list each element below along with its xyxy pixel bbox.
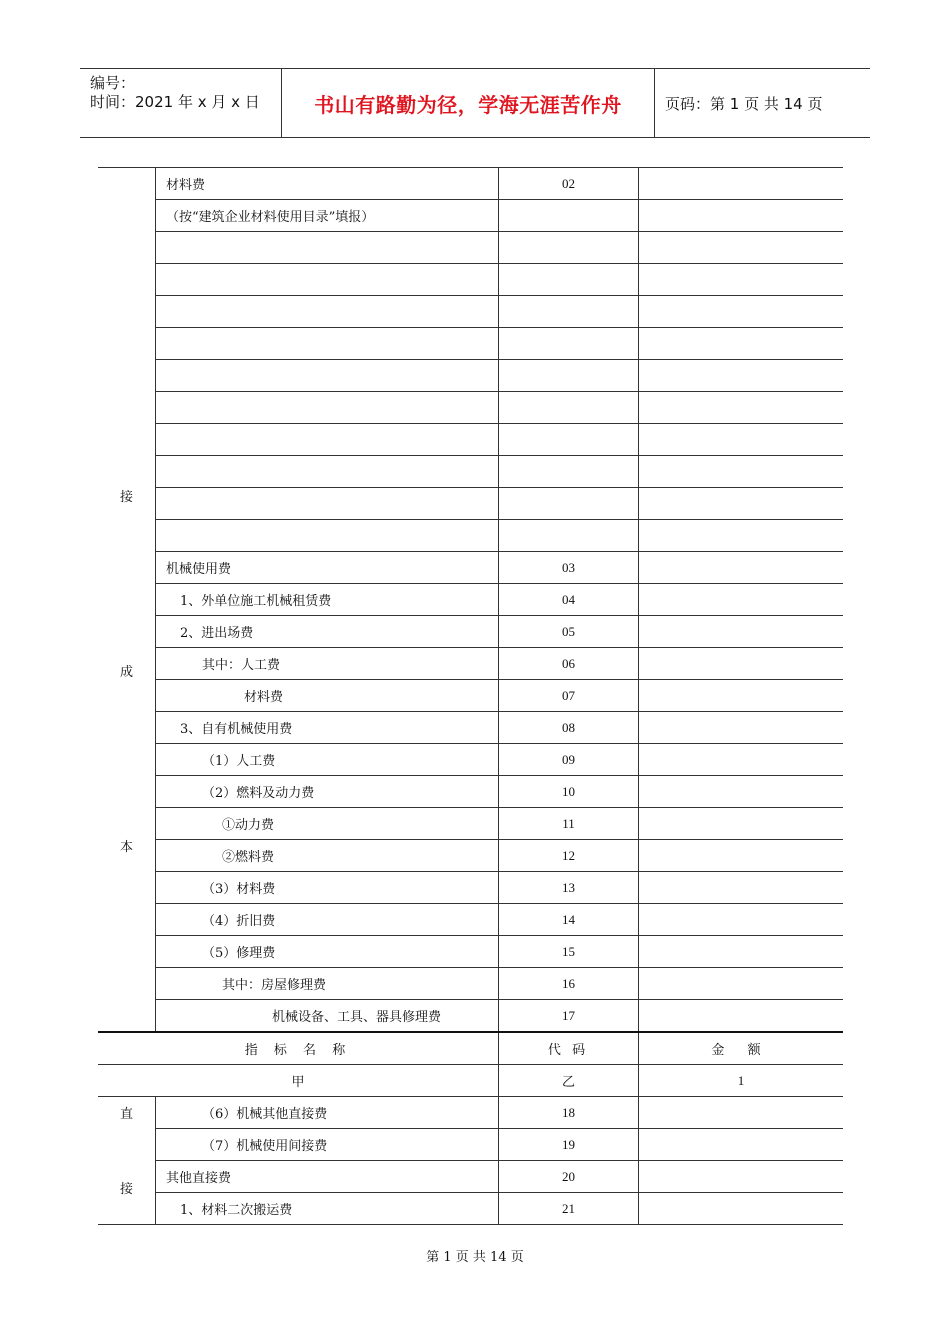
row-amount-cell[interactable]: [639, 904, 844, 936]
side-label-ben: 本: [119, 840, 133, 855]
row-name: ①动力费: [222, 818, 275, 833]
row-code: 02: [499, 168, 639, 200]
row-amount-cell[interactable]: [639, 488, 844, 520]
table-row: [98, 712, 843, 744]
row-amount-cell[interactable]: [639, 200, 844, 232]
table-row: [98, 904, 843, 936]
row-name: 1、材料二次搬运费: [180, 1203, 293, 1218]
row-name[interactable]: [156, 264, 499, 296]
row-amount-cell[interactable]: [639, 712, 844, 744]
document-time-label: 时间：2021 年 x 月 x 日: [90, 93, 260, 111]
row-amount-cell[interactable]: [639, 968, 844, 1000]
row-amount-cell[interactable]: [639, 232, 844, 264]
table-row: [98, 296, 843, 328]
column-header-row: [98, 1032, 843, 1065]
row-amount-cell[interactable]: [639, 456, 844, 488]
row-code: [499, 360, 639, 392]
row-code: 14: [499, 904, 639, 936]
row-amount-cell[interactable]: [639, 808, 844, 840]
row-name[interactable]: [156, 296, 499, 328]
row-name: （6）机械其他直接费: [202, 1107, 328, 1122]
row-code: [499, 424, 639, 456]
cost-report-table: [98, 167, 843, 1225]
row-name[interactable]: [156, 360, 499, 392]
row-code: 07: [499, 680, 639, 712]
row-name: （3）材料费: [202, 882, 276, 897]
table-row: [98, 808, 843, 840]
row-amount-cell[interactable]: [639, 936, 844, 968]
row-name: 材料费: [244, 690, 284, 705]
side-label-cheng: 成: [119, 665, 133, 680]
table-row: [98, 872, 843, 904]
row-code: [499, 520, 639, 552]
page-counter: 页码：第 1 页 共 14 页: [665, 94, 823, 113]
row-amount-cell[interactable]: [639, 1097, 844, 1129]
row-code: 18: [499, 1097, 639, 1129]
row-code: 19: [499, 1129, 639, 1161]
row-code: [499, 328, 639, 360]
row-code: 06: [499, 648, 639, 680]
table-row: [98, 744, 843, 776]
row-amount-cell[interactable]: [639, 264, 844, 296]
table-row: [98, 1129, 843, 1161]
side-label-jie: 接: [119, 490, 133, 505]
row-amount-cell[interactable]: [639, 552, 844, 584]
row-code: 12: [499, 840, 639, 872]
table-row: [98, 232, 843, 264]
header-page-cell: [655, 69, 870, 137]
table-row: [98, 392, 843, 424]
row-code: [499, 264, 639, 296]
table-row: [98, 936, 843, 968]
document-number-label: 编号：: [90, 74, 136, 92]
row-amount-cell[interactable]: [639, 840, 844, 872]
row-code: [499, 392, 639, 424]
row-code: 20: [499, 1161, 639, 1193]
column-subheader-name: 甲: [98, 1065, 499, 1097]
table-row: [98, 168, 843, 200]
row-name: 其中：人工费: [202, 658, 281, 673]
row-name[interactable]: [156, 328, 499, 360]
side-label-column-bottom: [98, 1097, 156, 1225]
row-code: [499, 200, 639, 232]
table-row: [98, 616, 843, 648]
table-row: [98, 968, 843, 1000]
row-name: （1）人工费: [202, 754, 276, 769]
row-amount-cell[interactable]: [639, 616, 844, 648]
row-amount-cell[interactable]: [639, 1000, 844, 1033]
row-code: 05: [499, 616, 639, 648]
row-name: （5）修理费: [202, 946, 276, 961]
table-row: [98, 1161, 843, 1193]
row-name: 材料费: [156, 168, 499, 200]
row-name: 2、进出场费: [180, 626, 254, 641]
motto-text: 书山有路勤为径，学海无涯苦作舟: [314, 92, 622, 117]
column-subheader-amount: 1: [639, 1065, 844, 1097]
table-row: [98, 584, 843, 616]
row-code: 13: [499, 872, 639, 904]
page-footer: 第 1 页 共 14 页: [426, 1250, 524, 1265]
row-amount-cell[interactable]: [639, 872, 844, 904]
column-header-code: 代 码: [499, 1032, 639, 1065]
row-amount-cell[interactable]: [639, 328, 844, 360]
header-meta-cell: [80, 69, 282, 137]
row-name: （4）折旧费: [202, 914, 276, 929]
row-name[interactable]: [156, 456, 499, 488]
row-amount-cell[interactable]: [639, 776, 844, 808]
table-row: [98, 552, 843, 584]
row-name: 3、自有机械使用费: [180, 722, 293, 737]
row-code: [499, 488, 639, 520]
row-name[interactable]: [156, 232, 499, 264]
column-subheader-code: 乙: [499, 1065, 639, 1097]
row-code: 03: [499, 552, 639, 584]
row-amount-cell[interactable]: [639, 424, 844, 456]
row-code: 11: [499, 808, 639, 840]
row-amount-cell[interactable]: [639, 168, 844, 200]
table-row: [98, 1193, 843, 1225]
row-name: 其他直接费: [156, 1161, 499, 1193]
document-header: [80, 68, 870, 138]
row-code: [499, 232, 639, 264]
table-row: [98, 328, 843, 360]
header-motto-cell: [282, 69, 655, 137]
row-name[interactable]: [156, 424, 499, 456]
row-amount-cell[interactable]: [639, 584, 844, 616]
table-row: [98, 648, 843, 680]
row-amount-cell[interactable]: [639, 392, 844, 424]
row-name: 机械使用费: [156, 552, 499, 584]
side-label-column: [98, 168, 156, 1033]
row-name: ②燃料费: [222, 850, 275, 865]
table-row: [98, 680, 843, 712]
row-name: （按“建筑企业材料使用目录”填报）: [156, 200, 499, 232]
row-name: 1、外单位施工机械租赁费: [180, 594, 332, 609]
table-row: [98, 520, 843, 552]
row-code: 09: [499, 744, 639, 776]
row-code: 16: [499, 968, 639, 1000]
table-row: [98, 488, 843, 520]
row-name[interactable]: [156, 520, 499, 552]
row-code: 21: [499, 1193, 639, 1225]
table-row: [98, 424, 843, 456]
column-header-name: 指 标 名 称: [98, 1032, 499, 1065]
row-amount-cell[interactable]: [639, 1161, 844, 1193]
row-code: [499, 296, 639, 328]
table-row: [98, 840, 843, 872]
row-amount-cell[interactable]: [639, 1193, 844, 1225]
row-name: （7）机械使用间接费: [202, 1139, 328, 1154]
side-label-jie-bottom: 接: [119, 1182, 133, 1197]
row-amount-cell[interactable]: [639, 360, 844, 392]
column-subheader-row: [98, 1065, 843, 1097]
column-header-amount: 金 额: [639, 1032, 844, 1065]
row-name[interactable]: [156, 488, 499, 520]
row-name: 机械设备、工具、器具修理费: [272, 1010, 442, 1025]
row-code: [499, 456, 639, 488]
table-row: [98, 456, 843, 488]
row-code: 08: [499, 712, 639, 744]
row-amount-cell[interactable]: [639, 648, 844, 680]
table-row: [98, 200, 843, 232]
side-label-zhi: 直: [119, 1107, 133, 1122]
table-row: [98, 776, 843, 808]
row-code: 04: [499, 584, 639, 616]
row-name: （2）燃料及动力费: [202, 786, 315, 801]
row-code: 10: [499, 776, 639, 808]
row-amount-cell[interactable]: [639, 680, 844, 712]
table-row: [98, 360, 843, 392]
table-row: [98, 264, 843, 296]
row-code: 15: [499, 936, 639, 968]
row-name: 其中：房屋修理费: [222, 978, 327, 993]
row-amount-cell[interactable]: [639, 744, 844, 776]
row-amount-cell[interactable]: [639, 520, 844, 552]
row-code: 17: [499, 1000, 639, 1033]
table-row: [98, 1097, 843, 1129]
row-amount-cell[interactable]: [639, 1129, 844, 1161]
row-name[interactable]: [156, 392, 499, 424]
table-row: [98, 1000, 843, 1033]
row-amount-cell[interactable]: [639, 296, 844, 328]
